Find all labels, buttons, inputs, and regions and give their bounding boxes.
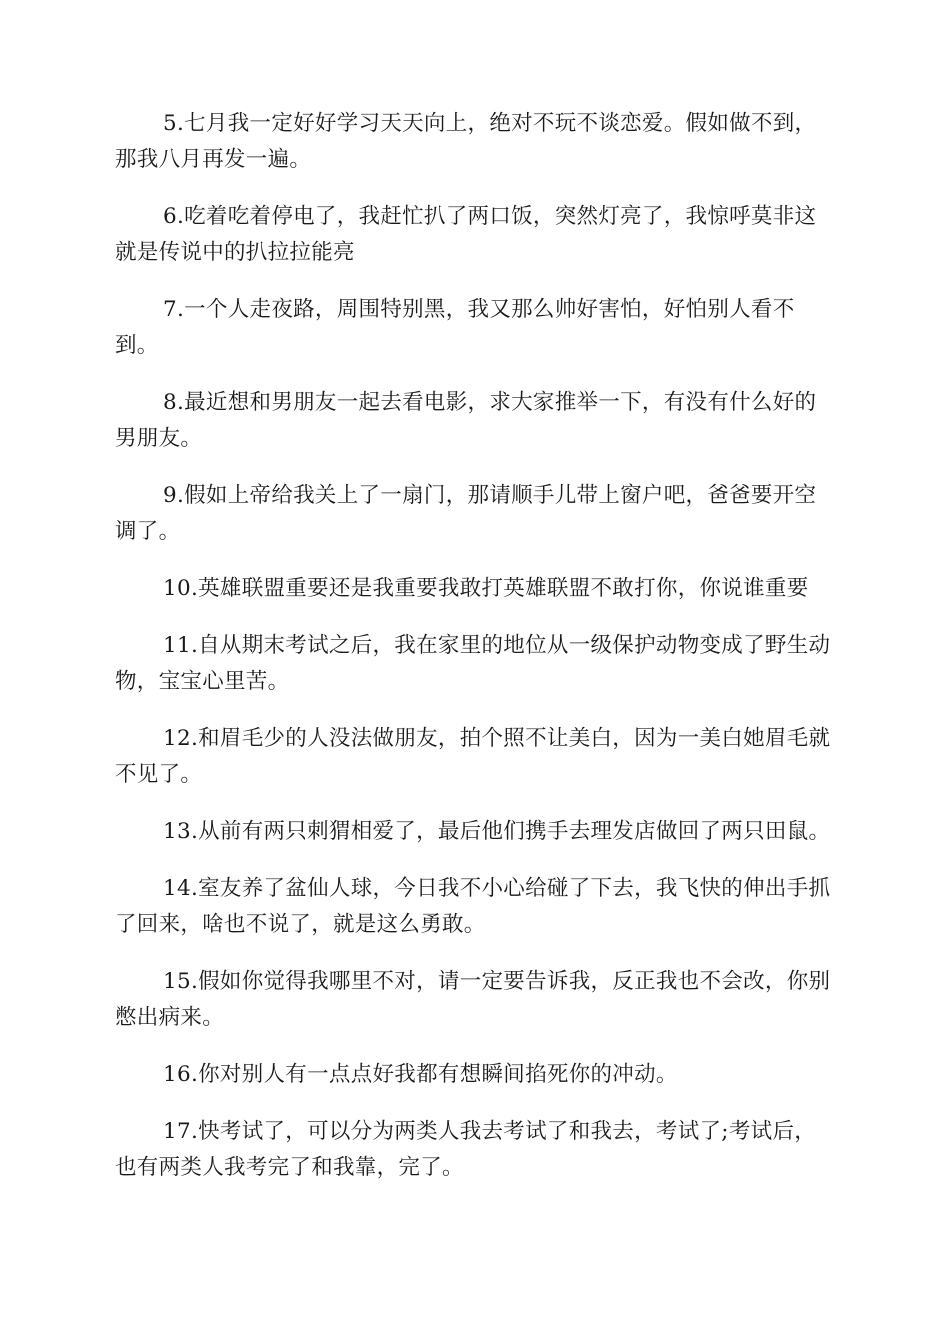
paragraph-10: 10.英雄联盟重要还是我重要我敢打英雄联盟不敢打你，你说谁重要	[163, 576, 809, 601]
paragraph-5: 5.七月我一定好好学习天天向上，绝对不玩不谈恋爱。假如做不到，那我八月再发一遍。	[115, 111, 817, 172]
paragraph-17: 17.快考试了，可以分为两类人我去考试了和我去，考试了;考试后，也有两类人我考完了和我靠，完了。	[115, 1119, 817, 1180]
paragraph-9: 9.假如上帝给我关上了一扇门，那请顺手儿带上窗户吧，爸爸要开空调了。	[115, 483, 817, 544]
paragraph-14: 14.室友养了盆仙人球，今日我不小心给碰了下去，我飞快的伸出手抓了回来，啥也不说了，就是这么勇敢。	[115, 876, 831, 937]
paragraph-7: 7.一个人走夜路，周围特别黑，我又那么帅好害怕，好怕别人看不到。	[115, 297, 795, 358]
paragraph-13: 13.从前有两只刺猬相爱了，最后他们携手去理发店做回了两只田鼠。	[163, 819, 831, 844]
paragraph-12: 12.和眉毛少的人没法做朋友，拍个照不让美白，因为一美白她眉毛就不见了。	[115, 726, 831, 787]
paragraph-11: 11.自从期末考试之后，我在家里的地位从一级保护动物变成了野生动物，宝宝心里苦。	[115, 633, 831, 694]
document-body	[115, 106, 835, 1207]
paragraph-15: 15.假如你觉得我哪里不对，请一定要告诉我，反正我也不会改，你别憋出病来。	[115, 969, 831, 1030]
paragraph-8: 8.最近想和男朋友一起去看电影，求大家推举一下，有没有什么好的男朋友。	[115, 390, 817, 451]
paragraph-6: 6.吃着吃着停电了，我赶忙扒了两口饭，突然灯亮了，我惊呼莫非这就是传说中的扒拉拉能亮	[115, 204, 817, 265]
paragraph-16: 16.你对别人有一点点好我都有想瞬间掐死你的冲动。	[163, 1062, 678, 1087]
